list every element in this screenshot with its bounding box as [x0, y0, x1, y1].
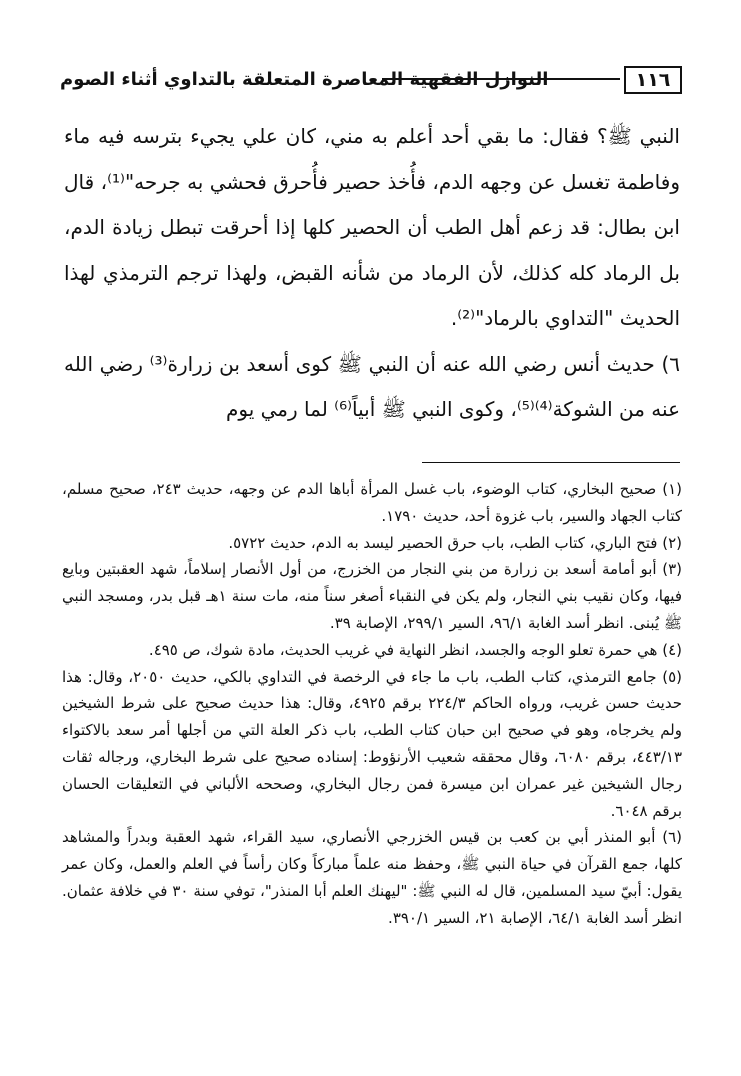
main-paragraph-1: النبي ﷺ؟ فقال: ما بقي أحد أعلم به مني، كان علي يجيء بترسه فيه ماء وفاطمة تغسل عن وجهه الدم، فأُخذ حصير فأُحرق فحشي به جرحه"⁽¹⁾، قال ابن بطال: قد زعم أهل الطب أن الحصير كلها إذا أحرقت تبطل زيادة الدم، بل الرماد كله كذلك، لأن الرماد من شأنه القبض، ولهذا ترجم الترمذي لهذا الحديث "التداوي بالرماد"⁽²⁾. — [64, 124, 680, 330]
footnote-6: (٦) أبو المنذر أبي بن كعب بن قيس الخزرجي الأنصاري، سيد القراء، شهد العقبة وبدراً والمشاهد كلها، جمع القرآن في حياة النبي ﷺ، وحفظ منه علماً مباركاً وكان رأساً في العلم والعمل، وكان عمر يقول: أبيّ سيد المسلمين، قال له النبي ﷺ: "ليهنك العلم أبا المنذر"، توفي سنة ٣٠ في خلافة عثمان. انظر أسد الغابة ٦٤/١، الإصابة ٢١، السير ٣٩٠/١. — [62, 828, 683, 927]
page-number: ١١٦ — [624, 66, 682, 94]
footnote-3: (٣) أبو أمامة أسعد بن زرارة من بني النجار من الخزرج، من أول الأنصار إسلاماً، شهد العقبتين وبايع فيها، وكان نقيب بني النجار، ولم يكن في النقباء أصغر سناً منه، مات سنة ١هـ قبل بدر، ومسجد النبي ﷺ يُبنى. انظر أسد الغابة ٩٦/١، السير ٢٩٩/١، الإصابة ٣٩. — [62, 560, 682, 632]
footnote-2: (٢) فتح الباري، كتاب الطب، باب حرق الحصير ليسد به الدم، حديث ٥٧٢٢. — [228, 533, 682, 552]
footnote-4: (٤) هي حمرة تعلو الوجه والجسد، انظر النهاية في غريب الحديث، مادة شوك، ص ٤٩٥. — [148, 640, 682, 659]
footnote-5: (٥) جامع الترمذي، كتاب الطب، باب ما جاء في الرخصة في التداوي بالكي، حديث ٢٠٥٠، وقال: هذا حديث حسن غريب، ورواه الحاكم ٢٢٤/٣ برقم ٤٩٢٥، وقال: هذا حديث صحيح على شرط الشيخين ولم يخرجاه، وهو في صحيح ابن حبان كتاب الطب، باب ذكر العلة التي من أجلها أمر سعد بالاكتواء ٤٤٣/١٣، برقم ٦٠٨٠، وقال محققه شعيب الأرنؤوط: إسناده صحيح على شرط البخاري، ورجاله ثقات رجال الشيخين غير عمران ابن ميسرة فمن رجال البخاري، وصححه الألباني في التعليقات الحسان برقم ٦٠٤٨. — [62, 667, 683, 820]
footnote-1: (١) صحيح البخاري، كتاب الوضوء، باب غسل المرأة أباها الدم عن وجهه، حديث ٢٤٣، صحيح مسلم، كتاب الجهاد والسير، باب غزوة أحد، حديث ١٧٩٠. — [62, 480, 682, 525]
footnote-divider — [422, 462, 680, 463]
running-title: النوازل الفقهية المعاصرة المتعلقة بالتداوي أثناء الصوم — [60, 69, 549, 90]
main-paragraph-2: ٦) حديث أنس رضي الله عنه أن النبي ﷺ كوى أسعد بن زرارة⁽³⁾ رضي الله عنه من الشوكة⁽⁴⁾⁽⁵⁾، وكوى النبي ﷺ أبياً⁽⁶⁾ لما رمي يوم — [64, 351, 680, 421]
main-text — [64, 114, 680, 433]
running-header — [60, 66, 682, 96]
footnotes — [62, 476, 682, 932]
